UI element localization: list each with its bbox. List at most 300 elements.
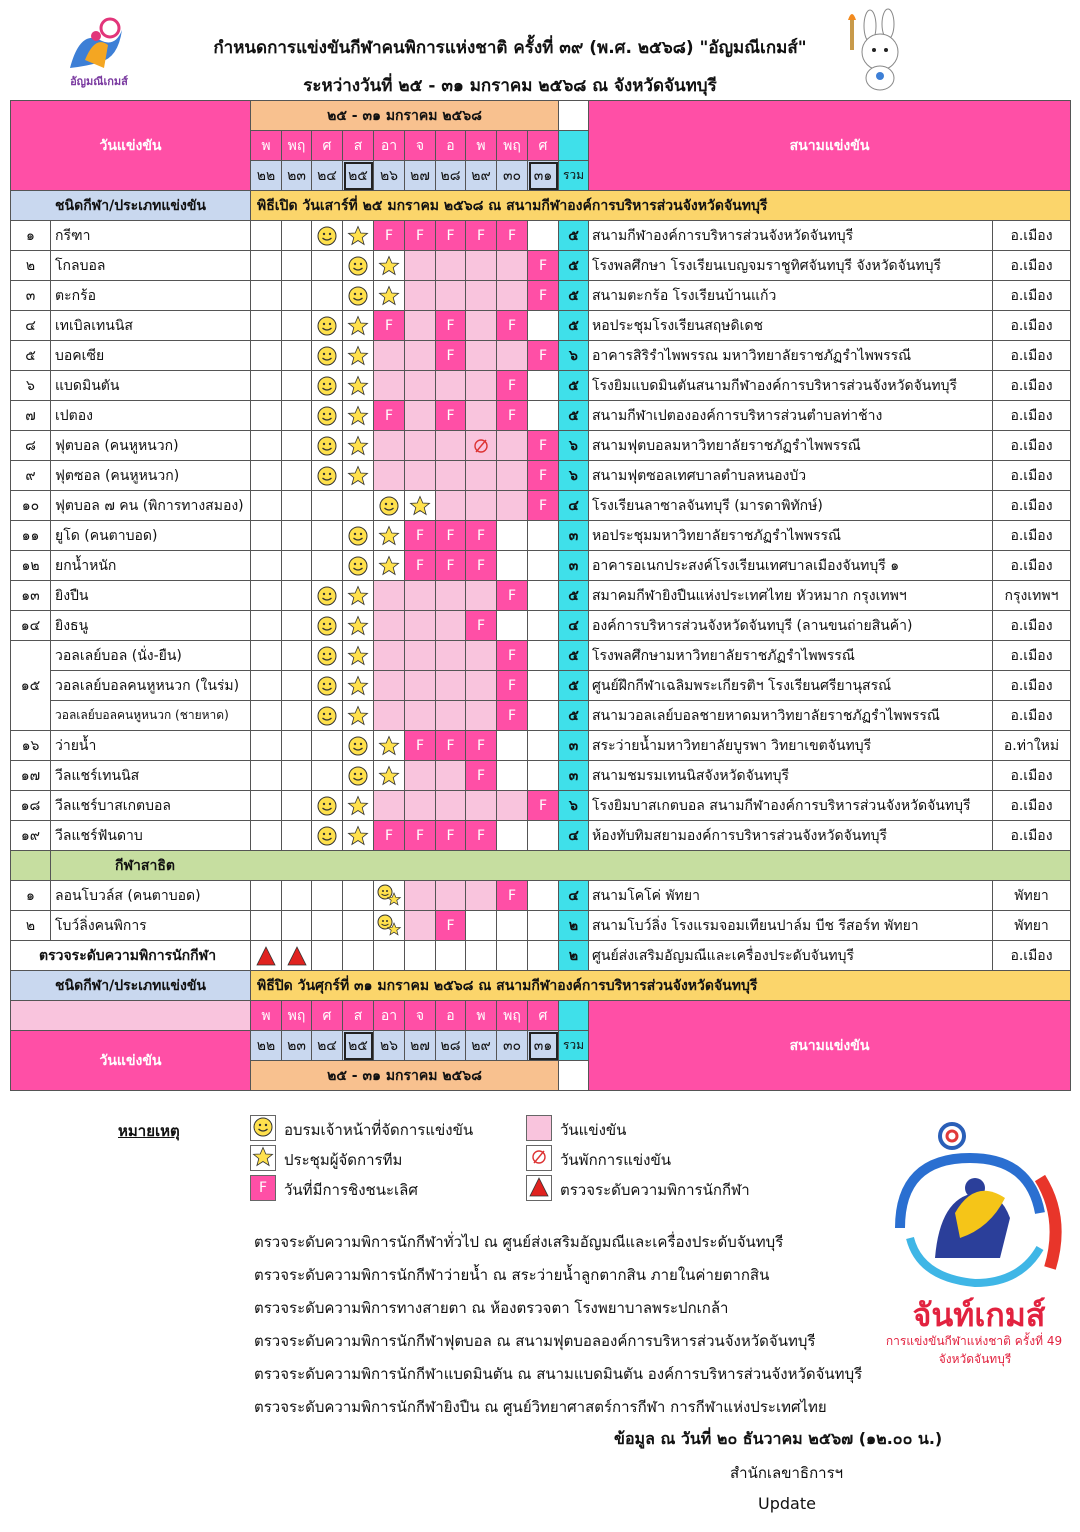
sport-name: ยิงธนู	[51, 611, 251, 641]
schedule-cell	[343, 341, 374, 371]
schedule-cell	[312, 341, 343, 371]
sport-venue: สนามชมรมเทนนิสจังหวัดจันทบุรี	[589, 761, 993, 791]
sport-type-header: ชนิดกีฬา/ประเภทแข่งขัน	[11, 191, 251, 221]
schedule-cell	[497, 701, 528, 731]
smiley-star-icon	[376, 913, 402, 939]
final-mark: F	[415, 527, 425, 544]
schedule-cell	[405, 251, 436, 281]
schedule-cell	[497, 881, 528, 911]
schedule-cell	[251, 911, 282, 941]
legend-star-label: ประชุมผู้จัดการทีม	[284, 1151, 403, 1169]
schedule-cell	[436, 581, 466, 611]
schedule-cell	[282, 521, 312, 551]
schedule-cell	[405, 281, 436, 311]
schedule-cell	[497, 221, 528, 251]
star-icon	[347, 315, 369, 337]
final-mark: F	[538, 347, 548, 364]
star-icon	[378, 525, 400, 547]
schedule-cell	[405, 491, 436, 521]
sport-district: พัทยา	[993, 911, 1071, 941]
schedule-cell	[374, 491, 405, 521]
sport-venue: อาคารสิริรำไพพรรณ มหาวิทยาลัยราชภัฏรำไพพรรณี	[589, 341, 993, 371]
sport-district: อ.เมือง	[993, 371, 1071, 401]
schedule-cell	[343, 551, 374, 581]
schedule-cell	[374, 431, 405, 461]
weekday-cell: จ	[405, 1001, 436, 1031]
demo-section-header: กีฬาสาธิต	[51, 851, 1071, 881]
sport-total: ๖	[559, 431, 589, 461]
sport-number: ๑	[11, 221, 51, 251]
date-cell: ๒๕	[343, 161, 374, 191]
schedule-cell	[343, 611, 374, 641]
schedule-cell	[436, 461, 466, 491]
chan-games-name: จันท์เกมส์	[912, 1296, 1046, 1334]
sport-name: ยกน้ำหนัก	[51, 551, 251, 581]
final-mark: F	[507, 677, 517, 694]
sport-total: ๓	[559, 521, 589, 551]
star-icon	[347, 585, 369, 607]
star-icon	[378, 735, 400, 757]
schedule-cell	[251, 791, 282, 821]
schedule-cell	[251, 581, 282, 611]
schedule-cell	[528, 341, 559, 371]
classification-triangle-icon	[286, 945, 308, 967]
sport-venue: หอประชุมโรงเรียนสฤษดิเดช	[589, 311, 993, 341]
sport-total: ๕	[559, 221, 589, 251]
final-mark: F	[476, 737, 486, 754]
sport-name: ยูโด (คนตาบอด)	[51, 521, 251, 551]
schedule-cell	[312, 911, 343, 941]
schedule-cell	[405, 941, 436, 971]
schedule-cell	[528, 221, 559, 251]
smiley-icon	[316, 705, 338, 727]
schedule-cell	[466, 431, 497, 461]
weekday-cell: พฤ	[497, 1001, 528, 1031]
sport-district: อ.เมือง	[993, 821, 1071, 851]
smiley-icon	[316, 795, 338, 817]
legend-rest-day-label: วันพักการแข่งขัน	[560, 1151, 671, 1169]
sport-total: ๕	[559, 641, 589, 671]
schedule-cell	[405, 341, 436, 371]
weekday-cell: พฤ	[282, 131, 312, 161]
sport-total: ๖	[559, 341, 589, 371]
final-mark: F	[507, 587, 517, 604]
final-mark: F	[384, 317, 394, 334]
star-icon	[347, 615, 369, 637]
schedule-cell	[436, 641, 466, 671]
schedule-cell	[405, 581, 436, 611]
date-cell: ๓๑	[528, 161, 559, 191]
final-mark: F	[446, 347, 455, 364]
schedule-cell	[405, 701, 436, 731]
final-mark: F	[446, 917, 455, 934]
schedule-cell	[405, 521, 436, 551]
schedule-cell	[466, 641, 497, 671]
schedule-cell	[436, 281, 466, 311]
sport-venue: สนามฟุตซอลเทศบาลตำบลหนองบัว	[589, 461, 993, 491]
schedule-cell	[343, 251, 374, 281]
date-cell: ๒๔	[312, 161, 343, 191]
star-icon	[347, 825, 369, 847]
legend-competition-day-box	[526, 1115, 552, 1141]
sport-row	[11, 281, 1071, 311]
schedule-cell	[436, 341, 466, 371]
sport-district: อ.ท่าใหม่	[993, 731, 1071, 761]
weekday-cell: อ	[436, 1001, 466, 1031]
schedule-cell	[374, 671, 405, 701]
legend-final-label: วันที่มีการชิงชนะเลิศ	[284, 1181, 418, 1199]
schedule-cell	[374, 911, 405, 941]
sport-district: อ.เมือง	[993, 791, 1071, 821]
closing-row	[11, 971, 1071, 1001]
schedule-cell	[528, 521, 559, 551]
date-range-row	[11, 101, 1071, 131]
sport-name: โกลบอล	[51, 251, 251, 281]
note-5: ตรวจระดับความพิการนักกีฬาแบดมินตัน ณ สนามแบดมินตัน องค์การบริหารส่วนจังหวัดจันทบุรี	[254, 1365, 863, 1383]
chan-games-emblem-icon	[880, 1118, 1070, 1308]
schedule-cell	[312, 251, 343, 281]
sport-venue: โรงเรียนลาซาลจันทบุรี (มารดาพิทักษ์)	[589, 491, 993, 521]
schedule-cell	[436, 221, 466, 251]
sport-venue: สนามตะกร้อ โรงเรียนบ้านแก้ว	[589, 281, 993, 311]
smiley-icon	[347, 765, 369, 787]
rest-day-icon	[528, 1146, 550, 1168]
sport-district: อ.เมือง	[993, 221, 1071, 251]
schedule-cell	[528, 881, 559, 911]
classification-district: อ.เมือง	[993, 941, 1071, 971]
schedule-cell	[251, 251, 282, 281]
sport-district: อ.เมือง	[993, 671, 1071, 701]
schedule-cell	[497, 521, 528, 551]
sport-district: อ.เมือง	[993, 641, 1071, 671]
schedule-cell	[405, 641, 436, 671]
date-cell: ๒๗	[405, 1031, 436, 1061]
schedule-cell	[436, 941, 466, 971]
sport-name: วอลเลย์บอลคนหูหนวก (ชายหาด)	[51, 701, 251, 731]
sport-total: ๕	[559, 371, 589, 401]
schedule-cell	[497, 731, 528, 761]
schedule-cell	[374, 701, 405, 731]
sport-name: ตะกร้อ	[51, 281, 251, 311]
sport-row	[11, 371, 1071, 401]
schedule-cell	[405, 371, 436, 401]
final-mark: F	[415, 557, 425, 574]
schedule-cell	[312, 701, 343, 731]
schedule-cell	[312, 581, 343, 611]
final-mark: F	[446, 407, 455, 424]
final-mark: F	[384, 407, 394, 424]
schedule-cell	[251, 611, 282, 641]
sport-name: กรีฑา	[51, 221, 251, 251]
schedule-cell	[251, 431, 282, 461]
smiley-icon	[347, 285, 369, 307]
weekday-cell: พ	[466, 1001, 497, 1031]
date-cell: ๒๓	[282, 161, 312, 191]
schedule-cell	[497, 401, 528, 431]
sport-venue: สนามฟุตบอลมหาวิทยาลัยราชภัฏรำไพพรรณี	[589, 431, 993, 461]
smiley-star-icon	[376, 883, 402, 909]
sport-number: ๒	[11, 911, 51, 941]
schedule-cell	[497, 581, 528, 611]
schedule-cell	[466, 701, 497, 731]
final-mark: F	[538, 257, 548, 274]
sport-district: อ.เมือง	[993, 341, 1071, 371]
schedule-cell	[282, 761, 312, 791]
schedule-cell	[405, 791, 436, 821]
final-mark: F	[507, 647, 517, 664]
schedule-cell	[374, 941, 405, 971]
sport-number: ๒	[11, 251, 51, 281]
sport-row	[11, 251, 1071, 281]
sport-number: ๘	[11, 431, 51, 461]
chan-games-logo	[880, 1118, 1070, 1368]
sport-name: วีลแชร์ฟันดาบ	[51, 821, 251, 851]
sport-venue: สมาคมกีฬายิงปืนแห่งประเทศไทย หัวหมาก กรุงเทพฯ	[589, 581, 993, 611]
total-footer: รวม	[559, 1031, 589, 1061]
schedule-cell	[343, 431, 374, 461]
schedule-cell	[497, 431, 528, 461]
schedule-cell	[436, 551, 466, 581]
schedule-cell	[405, 731, 436, 761]
schedule-cell	[466, 611, 497, 641]
final-mark: F	[476, 527, 486, 544]
smiley-icon	[316, 645, 338, 667]
sport-number: ๑๓	[11, 581, 51, 611]
weekday-cell: ศ	[312, 131, 343, 161]
schedule-cell	[528, 461, 559, 491]
data-as-of: ข้อมูล ณ วันที่ ๒๐ ธันวาคม ๒๕๖๗ (๑๒.๐๐ น.)	[614, 1429, 943, 1448]
schedule-cell	[528, 641, 559, 671]
sport-row	[11, 611, 1071, 641]
weekday-row	[11, 1001, 1071, 1031]
smiley-icon	[252, 1116, 274, 1138]
schedule-cell	[528, 431, 559, 461]
schedule-cell	[251, 281, 282, 311]
schedule-cell	[343, 881, 374, 911]
final-mark: F	[507, 407, 517, 424]
schedule-cell	[282, 731, 312, 761]
schedule-cell	[343, 491, 374, 521]
final-mark: F	[507, 317, 517, 334]
classification-row	[11, 941, 1071, 971]
closing-ceremony: พิธีปิด วันศุกร์ที่ ๓๑ มกราคม ๒๕๖๘ ณ สนามกีฬาองค์การบริหารส่วนจังหวัดจันทบุรี	[251, 971, 1071, 1001]
schedule-cell	[405, 311, 436, 341]
schedule-cell	[312, 641, 343, 671]
sport-name: วอลเลย์บอล (นั่ง-ยืน)	[51, 641, 251, 671]
date-cell: ๒๘	[436, 161, 466, 191]
sport-total: ๕	[559, 581, 589, 611]
schedule-cell	[466, 401, 497, 431]
note-4: ตรวจระดับความพิการนักกีฬาฟุตบอล ณ สนามฟุตบอลองค์การบริหารส่วนจังหวัดจันทบุรี	[254, 1332, 816, 1350]
schedule-cell	[251, 371, 282, 401]
schedule-cell	[405, 761, 436, 791]
sport-total: ๖	[559, 791, 589, 821]
schedule-cell	[374, 761, 405, 791]
schedule-cell	[251, 461, 282, 491]
final-mark: F	[507, 707, 517, 724]
schedule-cell	[282, 641, 312, 671]
sport-name: ว่ายน้ำ	[51, 731, 251, 761]
classification-triangle-icon	[528, 1176, 550, 1198]
venue-footer: สนามแข่งขัน	[589, 1001, 1071, 1091]
schedule-cell	[282, 221, 312, 251]
schedule-cell	[528, 281, 559, 311]
schedule-cell	[282, 551, 312, 581]
final-mark: F	[476, 617, 486, 634]
smiley-icon	[316, 585, 338, 607]
schedule-cell	[497, 341, 528, 371]
sport-row	[11, 431, 1071, 461]
date-cell: ๒๘	[436, 1031, 466, 1061]
schedule-cell	[466, 761, 497, 791]
sport-total: ๓	[559, 761, 589, 791]
footer-blank	[559, 1061, 589, 1091]
sport-row	[11, 761, 1071, 791]
final-mark: F	[476, 767, 486, 784]
schedule-cell	[436, 251, 466, 281]
schedule-cell	[343, 221, 374, 251]
schedule-cell	[343, 761, 374, 791]
star-icon	[347, 705, 369, 727]
star-icon	[378, 255, 400, 277]
weekday-cell: พ	[251, 131, 282, 161]
sport-total: ๕	[559, 281, 589, 311]
schedule-cell	[312, 401, 343, 431]
schedule-cell	[374, 611, 405, 641]
sport-venue: สระว่ายน้ำมหาวิทยาลัยบูรพา วิทยาเขตจันทบุรี	[589, 731, 993, 761]
date-cell: ๒๕	[343, 1031, 374, 1061]
sport-type-footer: ชนิดกีฬา/ประเภทแข่งขัน	[11, 971, 251, 1001]
demo-section-row	[11, 851, 1071, 881]
schedule-cell	[497, 281, 528, 311]
date-cell: ๒๒	[251, 161, 282, 191]
date-range-header: ๒๕ - ๓๑ มกราคม ๒๕๖๘	[251, 101, 559, 131]
star-icon	[347, 465, 369, 487]
sport-number: ๑๙	[11, 821, 51, 851]
sport-name: เทเบิลเทนนิส	[51, 311, 251, 341]
legend-classification-label: ตรวจระดับความพิการนักกีฬา	[560, 1181, 750, 1199]
schedule-cell	[251, 671, 282, 701]
schedule-cell	[312, 281, 343, 311]
date-range-footer: ๒๕ - ๓๑ มกราคม ๒๕๖๘	[251, 1061, 559, 1091]
sport-district: พัทยา	[993, 881, 1071, 911]
sport-number: ๙	[11, 461, 51, 491]
weekday-cell: อา	[374, 1001, 405, 1031]
schedule-cell	[436, 401, 466, 431]
schedule-cell	[251, 551, 282, 581]
sport-venue: องค์การบริหารส่วนจังหวัดจันทบุรี (ลานขนถ่ายสินค้า)	[589, 611, 993, 641]
sport-district: อ.เมือง	[993, 281, 1071, 311]
sport-total: ๓	[559, 731, 589, 761]
schedule-cell	[282, 611, 312, 641]
schedule-cell	[282, 461, 312, 491]
sport-total: ๖	[559, 461, 589, 491]
schedule-cell	[405, 461, 436, 491]
schedule-cell	[497, 311, 528, 341]
sport-total: ๕	[559, 311, 589, 341]
sport-row	[11, 791, 1071, 821]
sport-number: ๑๐	[11, 491, 51, 521]
sport-name: แบดมินตัน	[51, 371, 251, 401]
legend-rest-day-box	[526, 1145, 552, 1171]
schedule-cell	[282, 491, 312, 521]
schedule-cell	[436, 311, 466, 341]
schedule-cell	[282, 341, 312, 371]
final-mark: F	[446, 737, 455, 754]
sport-venue: อาคารอเนกประสงค์โรงเรียนเทศบาลเมืองจันทบุรี ๑	[589, 551, 993, 581]
final-mark: F	[446, 317, 455, 334]
schedule-cell	[466, 791, 497, 821]
schedule-cell	[528, 371, 559, 401]
sport-total: ๔	[559, 491, 589, 521]
chan-games-line1: การแข่งขันกีฬาแห่งชาติ ครั้งที่ 49	[885, 1334, 1063, 1348]
smiley-icon	[347, 255, 369, 277]
schedule-cell	[466, 251, 497, 281]
star-icon	[347, 375, 369, 397]
sport-row	[11, 701, 1071, 731]
sport-venue: โรงยิมบาสเกตบอล สนามกีฬาองค์การบริหารส่วนจังหวัดจันทบุรี	[589, 791, 993, 821]
final-symbol: F	[258, 1180, 268, 1196]
smiley-icon	[378, 495, 400, 517]
schedule-cell	[282, 431, 312, 461]
schedule-cell	[251, 311, 282, 341]
sport-number: ๑๕	[11, 641, 51, 731]
note-3: ตรวจระดับความพิการทางสายตา ณ ห้องตรวจตา โรงพยาบาลพระปกเกล้า	[254, 1299, 729, 1317]
sport-venue: ห้องทับทิมสยามองค์การบริหารส่วนจังหวัดจันทบุรี	[589, 821, 993, 851]
sport-row	[11, 401, 1071, 431]
note-2: ตรวจระดับความพิการนักกีฬาว่ายน้ำ ณ สระว่ายน้ำลูกตากสิน ภายในค่ายตากสิน	[254, 1266, 770, 1284]
schedule-cell	[282, 281, 312, 311]
schedule-cell	[282, 311, 312, 341]
update-label: Update	[758, 1494, 816, 1513]
legend-title: หมายเหตุ	[118, 1122, 180, 1140]
sport-district: อ.เมือง	[993, 761, 1071, 791]
schedule-cell	[405, 431, 436, 461]
schedule-cell	[312, 221, 343, 251]
schedule-cell	[374, 401, 405, 431]
schedule-cell	[374, 521, 405, 551]
date-cell: ๒๓	[282, 1031, 312, 1061]
schedule-cell	[497, 761, 528, 791]
schedule-cell	[312, 731, 343, 761]
opening-ceremony: พิธีเปิด วันเสาร์ที่ ๒๕ มกราคม ๒๕๖๘ ณ สนามกีฬาองค์การบริหารส่วนจังหวัดจันทบุรี	[251, 191, 1071, 221]
sport-total: ๕	[559, 701, 589, 731]
sport-name: เปตอง	[51, 401, 251, 431]
weekday-cell: พ	[466, 131, 497, 161]
date-cell: ๒๗	[405, 161, 436, 191]
sport-venue: สนามกีฬาองค์การบริหารส่วนจังหวัดจันทบุรี	[589, 221, 993, 251]
sport-total: ๒	[559, 911, 589, 941]
final-mark: F	[538, 497, 548, 514]
sport-name: บอคเซีย	[51, 341, 251, 371]
sport-total: ๓	[559, 551, 589, 581]
schedule-cell	[497, 641, 528, 671]
schedule-cell	[466, 881, 497, 911]
schedule-cell	[251, 941, 282, 971]
schedule-cell	[251, 401, 282, 431]
schedule-cell	[436, 671, 466, 701]
sport-name: โบว์ลิ่งคนพิการ	[51, 911, 251, 941]
schedule-cell	[497, 551, 528, 581]
weekday-cell: พฤ	[497, 131, 528, 161]
schedule-cell	[282, 941, 312, 971]
legend-smiley-label: อบรมเจ้าหน้าที่จัดการแข่งขัน	[284, 1121, 474, 1139]
sport-total: ๕	[559, 401, 589, 431]
schedule-cell	[436, 791, 466, 821]
star-icon	[347, 675, 369, 697]
schedule-cell	[466, 491, 497, 521]
final-mark: F	[538, 287, 548, 304]
